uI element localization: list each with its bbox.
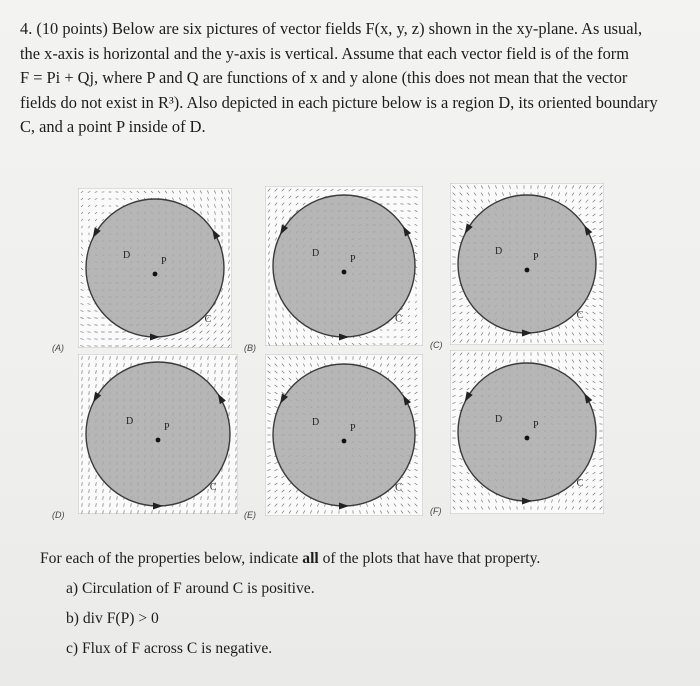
point-label-p: P (161, 256, 167, 267)
question-a: a) Circulation of F around C is positive. (66, 580, 315, 597)
panel-label: (B) (244, 343, 256, 353)
panel-label: (F) (430, 506, 442, 516)
panel-label: (A) (52, 343, 64, 353)
region-d-boundary-c (273, 195, 415, 337)
question-c: c) Flux of F across C is negative. (66, 640, 273, 657)
region-d-boundary-c (458, 363, 596, 501)
curve-label-c: C (395, 313, 402, 325)
region-d-boundary-c (86, 199, 224, 337)
point-label-p: P (164, 422, 170, 433)
region-d-boundary-c (86, 362, 230, 506)
region-label-d: D (495, 414, 503, 425)
problem-line-2: the x-axis is horizontal and the y-axis is vertical. Assume that each vector field is of the form (20, 43, 630, 63)
curve-label-c: C (209, 482, 217, 494)
point-p-marker (525, 268, 530, 273)
region-d-boundary-c (458, 195, 596, 333)
region-label-d: D (123, 250, 131, 261)
region-label-d: D (312, 248, 320, 259)
vector-field-panel (450, 350, 604, 514)
panel-label: (D) (52, 510, 65, 520)
problem-line-1: 4. (10 points) Below are six pictures of vector fields F(x, y, z) shown in the xy-plane. As usual, (20, 19, 643, 38)
point-label-p: P (533, 420, 539, 431)
vector-field-panel (265, 354, 423, 516)
question-b: b) div F(P) > 0 (66, 610, 159, 627)
region-d-boundary-c (273, 364, 415, 506)
curve-label-c: C (576, 477, 584, 489)
point-p-marker (525, 436, 530, 441)
region-label-d: D (126, 416, 134, 427)
panel-label: (C) (430, 340, 443, 350)
curve-label-c: C (395, 482, 402, 494)
curve-label-c: C (576, 309, 584, 321)
point-label-p: P (350, 254, 356, 265)
problem-line-4: fields do not exist in R³). Also depicted in each picture below is a region D, its oriented boundary (20, 92, 658, 112)
point-p-marker (342, 439, 347, 444)
point-label-p: P (350, 423, 356, 434)
region-label-d: D (312, 417, 320, 428)
problem-line-5: C, and a point P inside of D. (20, 117, 206, 137)
questions-section (40, 544, 680, 664)
point-p-marker (342, 270, 347, 275)
vector-field-panel (450, 183, 604, 345)
problem-line-3: F = Pi + Qj, where P and Q are functions of x and y alone (this does not mean that the vector (20, 68, 628, 88)
curve-label-c: C (204, 313, 212, 325)
field-arrow (394, 337, 397, 338)
point-p-marker (156, 438, 161, 443)
questions-intro: For each of the properties below, indicate all of the plots that have that property. (40, 550, 541, 567)
vector-field-panel (78, 354, 238, 514)
panel-label: (E) (244, 510, 256, 520)
point-label-p: P (533, 252, 539, 263)
point-p-marker (153, 272, 158, 277)
vector-field-panel (265, 186, 423, 346)
vector-field-panel (78, 188, 232, 348)
region-label-d: D (495, 246, 503, 257)
